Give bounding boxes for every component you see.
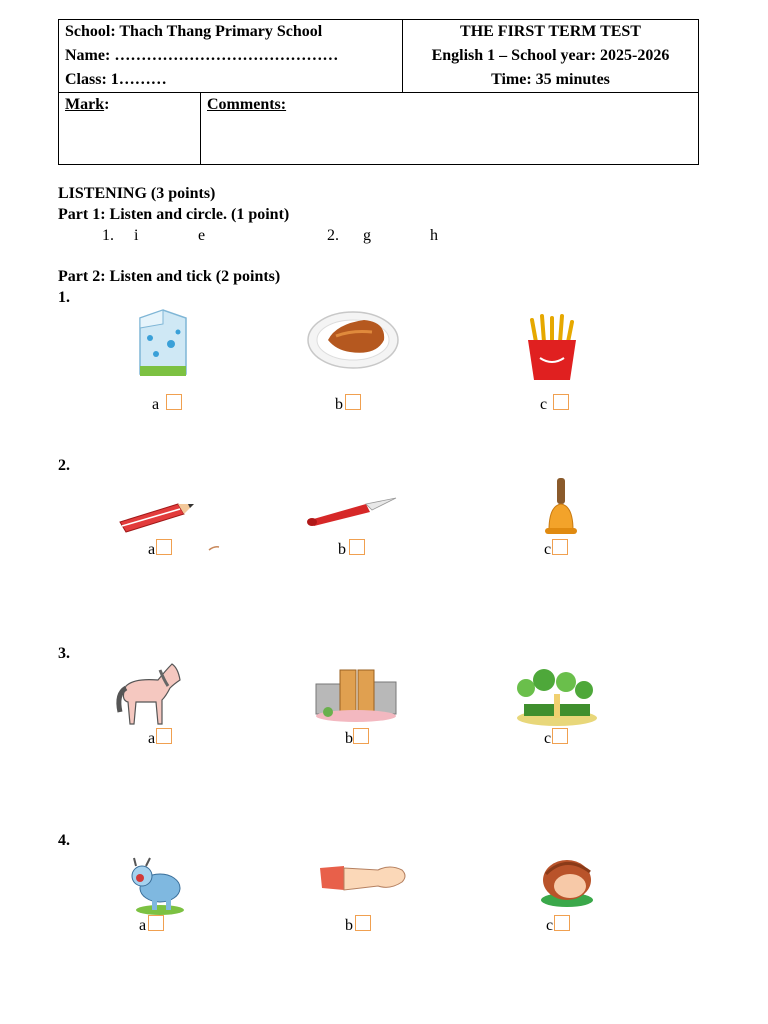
goat-icon [124,856,194,916]
horse-icon [114,660,184,726]
test-info-cell [403,20,699,93]
q1-option-a-label: a [152,396,160,413]
q4-option-a-checkbox[interactable] [148,915,164,931]
listening-heading: LISTENING (3 points) [58,185,216,202]
mark-cell [59,93,201,165]
q2-option-b-label: b [338,541,346,558]
part1-item-2-num: 2. [327,227,339,244]
q1-option-c-label: c [540,396,548,413]
test-title: THE FIRST TERM TEST [460,23,641,40]
question-3-number: 3. [58,645,70,662]
head-icon [536,854,598,908]
part1-item-2-option-b[interactable]: h [430,227,438,244]
q4-option-c-label: c [546,917,554,934]
q1-option-b-label: b [335,396,343,413]
q1-option-a-checkbox[interactable] [166,394,182,410]
q3-option-b-label: b [345,730,353,747]
school-name: School: Thach Thang Primary School [65,23,323,40]
q4-option-b-checkbox[interactable] [355,915,371,931]
q4-option-b-label: b [345,917,353,934]
milk-carton-icon [136,308,190,380]
question-2-number: 2. [58,457,70,474]
q4-option-a-label: a [139,917,147,934]
q2-option-a-checkbox[interactable] [156,539,172,555]
test-time: Time: 35 minutes [491,71,610,88]
part1-item-2-option-a[interactable]: g [363,227,371,244]
chicken-leg-icon [306,306,400,372]
q3-option-b-checkbox[interactable] [353,728,369,744]
q2-option-c-label: c [544,541,552,558]
garden-icon [516,666,598,726]
gate-icon [314,664,398,722]
q3-option-c-checkbox[interactable] [552,728,568,744]
pencil-icon [118,500,196,534]
french-fries-icon [524,314,580,382]
q2-option-b-checkbox[interactable] [349,539,365,555]
comments-label: Comments: [207,96,287,113]
q2-option-c-checkbox[interactable] [552,539,568,555]
q2-option-a-label: a [148,541,156,558]
hand-icon [318,860,408,896]
part1-title: Part 1: Listen and circle. (1 point) [58,206,290,223]
q1-option-c-checkbox[interactable] [553,394,569,410]
small-mark-icon [208,545,220,551]
part1-item-1-option-a[interactable]: i [134,227,139,244]
pen-icon [306,496,400,526]
question-1-number: 1. [58,289,70,306]
question-4-number: 4. [58,832,70,849]
part1-item-1-num: 1. [102,227,114,244]
class-line: Class: 1……… [65,71,167,88]
mark-label: Mark [65,96,105,113]
student-info-cell [59,20,403,93]
mark-colon: : [104,96,110,113]
bell-icon [543,476,579,540]
part2-title: Part 2: Listen and tick (2 points) [58,268,281,285]
header-table [58,19,699,165]
part1-item-1-option-b[interactable]: e [198,227,206,244]
comments-cell [201,93,699,165]
q4-option-c-checkbox[interactable] [554,915,570,931]
q3-option-c-label: c [544,730,552,747]
student-name-line: Name: …………………………………… [65,47,339,64]
subject-year: English 1 – School year: 2025-2026 [431,47,670,64]
q3-option-a-checkbox[interactable] [156,728,172,744]
q3-option-a-label: a [148,730,156,747]
q1-option-b-checkbox[interactable] [345,394,361,410]
